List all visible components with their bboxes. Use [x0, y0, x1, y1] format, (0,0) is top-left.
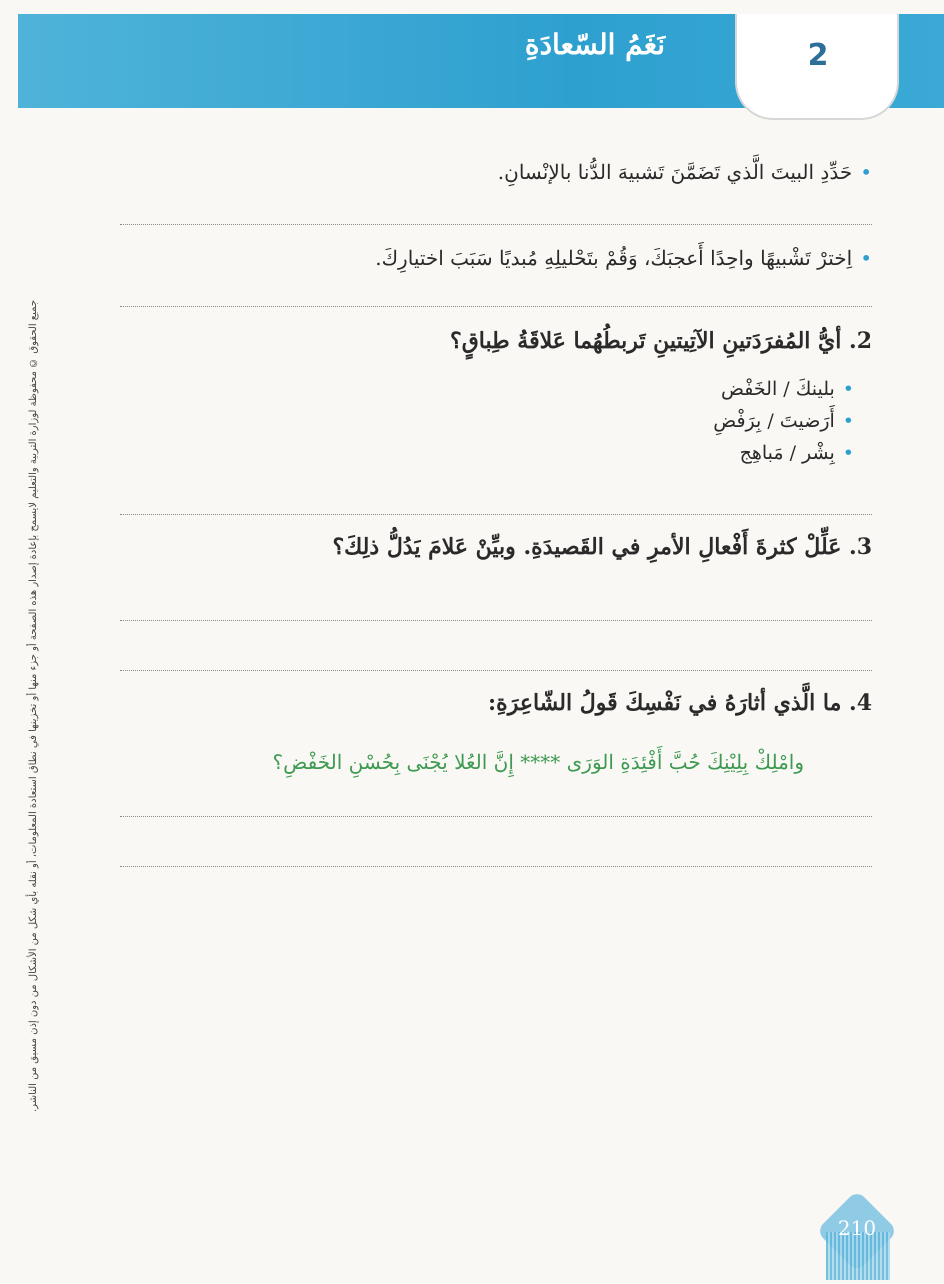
- chapter-title: نَغَمُ السّعادَةِ: [524, 28, 666, 61]
- bullet-dot-icon: •: [842, 410, 854, 432]
- question-3: 3. عَلِّلْ كثرةَ أَفْعالِ الأمرِ في القَصيدَةِ. وبيِّنْ عَلامَ يَدُلُّ ذلِكَ؟: [332, 534, 872, 560]
- answer-line[interactable]: [120, 816, 872, 817]
- question-4: 4. ما الَّذي أثارَهُ في نَفْسِكَ قَولُ الشّاعِرَةِ:: [488, 690, 872, 716]
- bullet-dot-icon: •: [842, 378, 854, 400]
- option-3: [740, 442, 854, 464]
- bullet-text: اِخترْ تَشْبيهًا واحِدًا أَعجبَكَ، وَقُمْ بتَحْليلِهِ مُبديًا سَبَبَ اختيارِكَ.: [375, 246, 853, 270]
- option-text: بِشْر / مَباهِج: [739, 442, 835, 464]
- question-2: 2. أيُّ المُفرَدَتينِ الآتِيتينِ تَربطُهُما عَلاقَةُ طِباقٍ؟: [450, 328, 872, 354]
- option-text: بلينكَ / الخَفْض: [721, 378, 835, 400]
- bullet-dot-icon: •: [860, 246, 872, 270]
- page-number: 210: [837, 1216, 877, 1240]
- option-text: أَرَضيتَ / بِرَفْضِ: [713, 410, 835, 432]
- bullet-item-2: [375, 246, 872, 270]
- bullet-item-1: [498, 160, 872, 184]
- answer-line[interactable]: [120, 224, 872, 225]
- chapter-number: 2: [807, 38, 829, 73]
- bullet-dot-icon: •: [842, 442, 854, 464]
- bullet-text: حَدِّدِ البيتَ الَّذي تَضَمَّنَ تَشبيهَ الدُّنا بالإنْسانِ.: [497, 160, 853, 184]
- answer-line[interactable]: [120, 620, 872, 621]
- copyright-note: جميع الحقوق © محفوظة لوزارة التربية والتعليم لايسمح بإعادة إصدار هذه الصفحة أو جزء منها أو تخزينها في نطاق استعادة المعلومات، أو نقله بأي شكل من الأشكال من دون إذن مسبق من الناشر.: [28, 300, 39, 1113]
- option-1: [721, 378, 854, 400]
- answer-line[interactable]: [120, 306, 872, 307]
- poem-verse: وامْلِكْ بِلِيْنِكَ حُبَّ أَفْئِدَةِ الوَرَى **** إِنَّ العُلا يُجْنَى بِحُسْنِ الخَفْضِ؟: [272, 750, 804, 774]
- answer-line[interactable]: [120, 514, 872, 515]
- bullet-dot-icon: •: [860, 160, 872, 184]
- option-2: [713, 410, 854, 432]
- answer-line[interactable]: [120, 866, 872, 867]
- answer-line[interactable]: [120, 670, 872, 671]
